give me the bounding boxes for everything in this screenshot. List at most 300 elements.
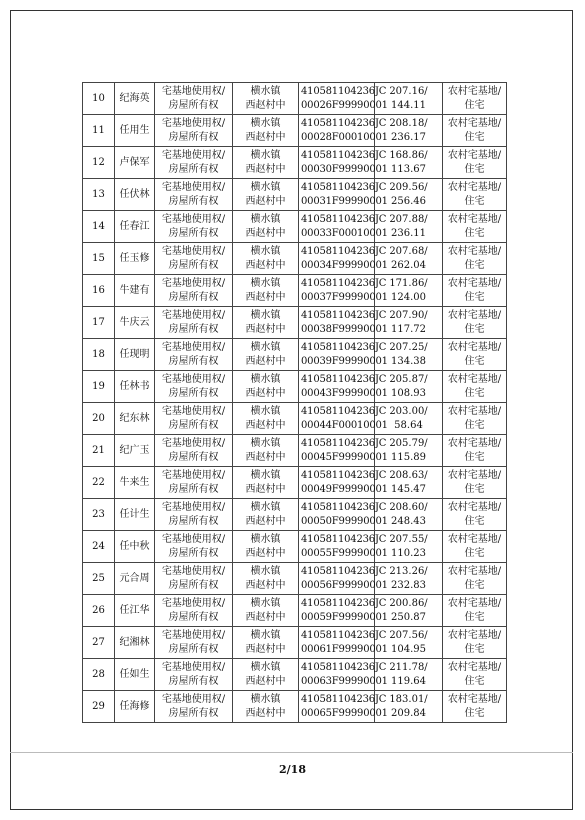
cell-location-text: 横水镇 bbox=[250, 85, 281, 97]
cell-parcel-code bbox=[299, 467, 388, 499]
cell-usage-text: 住宅 bbox=[464, 131, 485, 143]
cell-parcel-code-text: 410581104236JC bbox=[301, 85, 387, 97]
cell-location-text: 西赵村中 bbox=[245, 259, 286, 271]
cell-parcel-code-text: 410581104236JC bbox=[301, 405, 387, 417]
table-row bbox=[83, 435, 507, 467]
cell-area-text: 207.88/ bbox=[389, 213, 428, 225]
cell-area-text: 104.95 bbox=[391, 643, 426, 655]
cell-location-text: 横水镇 bbox=[250, 373, 281, 385]
cell-right-type-text: 宅基地使用权/ bbox=[161, 309, 226, 321]
cell-right-type bbox=[155, 115, 233, 147]
cell-usage-text: 农村宅基地/ bbox=[447, 693, 502, 705]
cell-parcel-code-text: 00043F99990001 bbox=[301, 387, 388, 399]
cell-parcel-code-text: 410581104236JC bbox=[301, 149, 387, 161]
cell-owner-name-text: 卢保军 bbox=[119, 156, 150, 168]
cell-parcel-code-text: 410581104236JC bbox=[301, 533, 387, 545]
cell-owner-name bbox=[115, 403, 155, 435]
cell-right-type-text: 房屋所有权 bbox=[168, 675, 219, 687]
table-row bbox=[83, 403, 507, 435]
cell-usage-text: 住宅 bbox=[464, 643, 485, 655]
cell-right-type-text: 房屋所有权 bbox=[168, 483, 219, 495]
cell-location bbox=[233, 499, 299, 531]
cell-right-type-text: 宅基地使用权/ bbox=[161, 85, 226, 97]
cell-parcel-code-text: 410581104236JC bbox=[301, 213, 387, 225]
registry-table bbox=[82, 82, 507, 723]
cell-parcel-code bbox=[299, 179, 388, 211]
cell-usage-text: 住宅 bbox=[464, 579, 485, 591]
cell-parcel-code-text: 00026F99990001 bbox=[301, 99, 388, 111]
cell-owner-name-text: 牛庆云 bbox=[119, 316, 150, 328]
cell-parcel-code bbox=[299, 83, 388, 115]
cell-index-text: 23 bbox=[92, 508, 105, 520]
cell-usage-text: 农村宅基地/ bbox=[447, 565, 502, 577]
cell-index-text: 20 bbox=[92, 412, 105, 424]
cell-area-text: 207.90/ bbox=[389, 309, 428, 321]
cell-right-type bbox=[155, 627, 233, 659]
cell-parcel-code bbox=[299, 339, 388, 371]
cell-owner-name-text: 任江华 bbox=[119, 604, 150, 616]
cell-location-text: 西赵村中 bbox=[245, 547, 286, 559]
cell-location bbox=[233, 211, 299, 243]
cell-right-type bbox=[155, 307, 233, 339]
cell-parcel-code bbox=[299, 371, 388, 403]
cell-parcel-code bbox=[299, 659, 388, 691]
cell-owner-name-text: 任计生 bbox=[119, 508, 150, 520]
cell-location-text: 西赵村中 bbox=[245, 195, 286, 207]
table-row bbox=[83, 243, 507, 275]
cell-usage-text: 住宅 bbox=[464, 387, 485, 399]
table-row bbox=[83, 339, 507, 371]
table-row bbox=[83, 531, 507, 563]
cell-area-text: 207.68/ bbox=[389, 245, 428, 257]
cell-area-text: 262.04 bbox=[391, 259, 426, 271]
cell-area-text: 205.79/ bbox=[389, 437, 428, 449]
cell-right-type-text: 房屋所有权 bbox=[168, 579, 219, 591]
cell-location-text: 横水镇 bbox=[250, 693, 281, 705]
cell-parcel-code bbox=[299, 275, 388, 307]
cell-usage-text: 住宅 bbox=[464, 163, 485, 175]
cell-right-type bbox=[155, 467, 233, 499]
cell-right-type bbox=[155, 211, 233, 243]
table-row bbox=[83, 595, 507, 627]
cell-location-text: 横水镇 bbox=[250, 309, 281, 321]
cell-owner-name-text: 纪海英 bbox=[119, 92, 150, 104]
cell-right-type-text: 房屋所有权 bbox=[168, 131, 219, 143]
cell-index-text: 24 bbox=[92, 540, 105, 552]
cell-usage bbox=[443, 339, 507, 371]
table-row bbox=[83, 115, 507, 147]
cell-usage-text: 住宅 bbox=[464, 547, 485, 559]
cell-index bbox=[83, 659, 115, 691]
cell-area-text: 108.93 bbox=[391, 387, 426, 399]
cell-index-text: 21 bbox=[92, 444, 105, 456]
table-body bbox=[83, 83, 507, 723]
cell-usage-text: 农村宅基地/ bbox=[447, 373, 502, 385]
cell-usage-text: 农村宅基地/ bbox=[447, 469, 502, 481]
cell-location-text: 横水镇 bbox=[250, 501, 281, 513]
cell-parcel-code-text: 410581104236JC bbox=[301, 469, 387, 481]
cell-area-text: 207.25/ bbox=[389, 341, 428, 353]
cell-usage-text: 住宅 bbox=[464, 291, 485, 303]
cell-right-type-text: 宅基地使用权/ bbox=[161, 693, 226, 705]
cell-location-text: 横水镇 bbox=[250, 597, 281, 609]
page-number: 2/18 bbox=[279, 763, 306, 776]
cell-area-text: 208.60/ bbox=[389, 501, 428, 513]
cell-index bbox=[83, 307, 115, 339]
cell-usage-text: 住宅 bbox=[464, 611, 485, 623]
cell-parcel-code-text: 00055F99990001 bbox=[301, 547, 388, 559]
cell-location-text: 横水镇 bbox=[250, 405, 281, 417]
cell-area-text: 110.23 bbox=[391, 547, 426, 559]
cell-parcel-code-text: 00030F99990001 bbox=[301, 163, 388, 175]
cell-usage-text: 农村宅基地/ bbox=[447, 341, 502, 353]
cell-usage-text: 农村宅基地/ bbox=[447, 629, 502, 641]
cell-parcel-code-text: 00056F99990001 bbox=[301, 579, 388, 591]
table-row bbox=[83, 659, 507, 691]
cell-parcel-code bbox=[299, 595, 388, 627]
cell-usage bbox=[443, 691, 507, 723]
cell-index bbox=[83, 563, 115, 595]
cell-location bbox=[233, 467, 299, 499]
cell-owner-name-text: 任伏林 bbox=[119, 188, 150, 200]
cell-usage bbox=[443, 531, 507, 563]
cell-index bbox=[83, 83, 115, 115]
cell-owner-name bbox=[115, 595, 155, 627]
cell-location-text: 横水镇 bbox=[250, 149, 281, 161]
cell-usage-text: 农村宅基地/ bbox=[447, 181, 502, 193]
cell-usage-text: 住宅 bbox=[464, 675, 485, 687]
cell-index bbox=[83, 403, 115, 435]
cell-index-text: 14 bbox=[92, 220, 105, 232]
cell-area-text: 236.11 bbox=[391, 227, 426, 239]
cell-owner-name bbox=[115, 563, 155, 595]
cell-right-type-text: 宅基地使用权/ bbox=[161, 117, 226, 129]
cell-area-text: 207.56/ bbox=[389, 629, 428, 641]
cell-owner-name-text: 任春江 bbox=[119, 220, 150, 232]
cell-index-text: 18 bbox=[92, 348, 105, 360]
cell-area-text: 207.16/ bbox=[389, 85, 428, 97]
cell-area-text: 209.84 bbox=[391, 707, 426, 719]
cell-location bbox=[233, 115, 299, 147]
cell-usage-text: 住宅 bbox=[464, 323, 485, 335]
cell-index-text: 11 bbox=[92, 124, 105, 136]
cell-right-type-text: 房屋所有权 bbox=[168, 515, 219, 527]
cell-usage-text: 住宅 bbox=[464, 99, 485, 111]
cell-area-text: 134.38 bbox=[391, 355, 426, 367]
cell-usage-text: 住宅 bbox=[464, 227, 485, 239]
cell-area-text: 115.89 bbox=[391, 451, 426, 463]
cell-location-text: 横水镇 bbox=[250, 437, 281, 449]
cell-parcel-code-text: 00065F99990001 bbox=[301, 707, 388, 719]
table-row bbox=[83, 179, 507, 211]
cell-owner-name bbox=[115, 275, 155, 307]
cell-usage bbox=[443, 403, 507, 435]
cell-index-text: 28 bbox=[92, 668, 105, 680]
cell-location bbox=[233, 595, 299, 627]
cell-right-type-text: 宅基地使用权/ bbox=[161, 533, 226, 545]
cell-usage bbox=[443, 179, 507, 211]
cell-location-text: 西赵村中 bbox=[245, 355, 286, 367]
cell-index-text: 27 bbox=[92, 636, 105, 648]
cell-right-type-text: 宅基地使用权/ bbox=[161, 437, 226, 449]
cell-location-text: 西赵村中 bbox=[245, 675, 286, 687]
cell-parcel-code-text: 410581104236JC bbox=[301, 277, 387, 289]
cell-usage-text: 住宅 bbox=[464, 483, 485, 495]
cell-area-text: 213.26/ bbox=[389, 565, 428, 577]
cell-index bbox=[83, 435, 115, 467]
table-row bbox=[83, 691, 507, 723]
cell-owner-name-text: 纪湘林 bbox=[119, 636, 150, 648]
cell-usage bbox=[443, 627, 507, 659]
cell-owner-name bbox=[115, 627, 155, 659]
cell-parcel-code-text: 410581104236JC bbox=[301, 341, 387, 353]
cell-index-text: 10 bbox=[92, 92, 105, 104]
cell-right-type-text: 房屋所有权 bbox=[168, 291, 219, 303]
cell-parcel-code-text: 410581104236JC bbox=[301, 309, 387, 321]
cell-parcel-code bbox=[299, 627, 388, 659]
cell-parcel-code-text: 00034F99990001 bbox=[301, 259, 388, 271]
cell-location-text: 西赵村中 bbox=[245, 99, 286, 111]
cell-usage-text: 农村宅基地/ bbox=[447, 437, 502, 449]
table-row bbox=[83, 563, 507, 595]
cell-owner-name-text: 任用生 bbox=[119, 124, 150, 136]
cell-index bbox=[83, 339, 115, 371]
cell-parcel-code-text: 00045F99990001 bbox=[301, 451, 388, 463]
cell-parcel-code-text: 410581104236JC bbox=[301, 373, 387, 385]
cell-area-text: 209.56/ bbox=[389, 181, 428, 193]
cell-right-type bbox=[155, 531, 233, 563]
cell-right-type bbox=[155, 339, 233, 371]
cell-index bbox=[83, 499, 115, 531]
cell-location-text: 西赵村中 bbox=[245, 291, 286, 303]
cell-right-type-text: 宅基地使用权/ bbox=[161, 213, 226, 225]
cell-right-type bbox=[155, 275, 233, 307]
cell-owner-name bbox=[115, 659, 155, 691]
cell-right-type bbox=[155, 403, 233, 435]
table-row bbox=[83, 307, 507, 339]
table-row bbox=[83, 211, 507, 243]
cell-owner-name bbox=[115, 339, 155, 371]
cell-right-type-text: 房屋所有权 bbox=[168, 451, 219, 463]
cell-usage bbox=[443, 307, 507, 339]
cell-parcel-code-text: 00033F00010001 bbox=[301, 227, 388, 239]
cell-usage bbox=[443, 595, 507, 627]
cell-owner-name bbox=[115, 691, 155, 723]
cell-owner-name bbox=[115, 371, 155, 403]
cell-right-type-text: 房屋所有权 bbox=[168, 163, 219, 175]
cell-area-text: 113.67 bbox=[391, 163, 426, 175]
cell-index bbox=[83, 115, 115, 147]
cell-parcel-code-text: 410581104236JC bbox=[301, 629, 387, 641]
cell-usage bbox=[443, 243, 507, 275]
cell-index bbox=[83, 179, 115, 211]
cell-right-type-text: 宅基地使用权/ bbox=[161, 277, 226, 289]
cell-right-type-text: 房屋所有权 bbox=[168, 387, 219, 399]
cell-location-text: 西赵村中 bbox=[245, 707, 286, 719]
cell-parcel-code-text: 00039F99990001 bbox=[301, 355, 388, 367]
cell-right-type-text: 宅基地使用权/ bbox=[161, 405, 226, 417]
cell-owner-name bbox=[115, 243, 155, 275]
cell-right-type-text: 房屋所有权 bbox=[168, 547, 219, 559]
cell-right-type-text: 房屋所有权 bbox=[168, 643, 219, 655]
cell-usage bbox=[443, 211, 507, 243]
cell-location-text: 横水镇 bbox=[250, 661, 281, 673]
cell-usage-text: 农村宅基地/ bbox=[447, 149, 502, 161]
cell-usage bbox=[443, 115, 507, 147]
cell-usage-text: 农村宅基地/ bbox=[447, 533, 502, 545]
cell-location-text: 西赵村中 bbox=[245, 611, 286, 623]
cell-area-text: 250.87 bbox=[391, 611, 426, 623]
cell-location bbox=[233, 659, 299, 691]
cell-usage bbox=[443, 563, 507, 595]
cell-right-type-text: 宅基地使用权/ bbox=[161, 341, 226, 353]
cell-location bbox=[233, 627, 299, 659]
cell-location bbox=[233, 83, 299, 115]
cell-usage bbox=[443, 435, 507, 467]
cell-parcel-code-text: 410581104236JC bbox=[301, 181, 387, 193]
cell-parcel-code-text: 00049F99990001 bbox=[301, 483, 388, 495]
cell-area-text: 145.47 bbox=[391, 483, 426, 495]
cell-location-text: 横水镇 bbox=[250, 629, 281, 641]
cell-location bbox=[233, 435, 299, 467]
cell-owner-name-text: 任林书 bbox=[119, 380, 150, 392]
cell-right-type bbox=[155, 147, 233, 179]
cell-index bbox=[83, 211, 115, 243]
cell-location-text: 西赵村中 bbox=[245, 131, 286, 143]
cell-parcel-code-text: 410581104236JC bbox=[301, 117, 387, 129]
cell-right-type-text: 宅基地使用权/ bbox=[161, 373, 226, 385]
cell-location bbox=[233, 563, 299, 595]
cell-index bbox=[83, 595, 115, 627]
cell-parcel-code bbox=[299, 211, 388, 243]
cell-parcel-code-text: 00031F99990001 bbox=[301, 195, 388, 207]
cell-owner-name-text: 任中秋 bbox=[119, 540, 150, 552]
cell-parcel-code-text: 00063F99990001 bbox=[301, 675, 388, 687]
cell-usage-text: 农村宅基地/ bbox=[447, 661, 502, 673]
cell-location-text: 横水镇 bbox=[250, 277, 281, 289]
cell-location-text: 西赵村中 bbox=[245, 451, 286, 463]
cell-usage-text: 住宅 bbox=[464, 259, 485, 271]
cell-index bbox=[83, 467, 115, 499]
cell-area-text: 117.72 bbox=[391, 323, 426, 335]
cell-parcel-code-text: 410581104236JC bbox=[301, 597, 387, 609]
cell-location-text: 横水镇 bbox=[250, 565, 281, 577]
cell-parcel-code-text: 00044F00010001 bbox=[301, 419, 388, 431]
cell-location-text: 西赵村中 bbox=[245, 163, 286, 175]
cell-area-text: 236.17 bbox=[391, 131, 426, 143]
cell-parcel-code bbox=[299, 435, 388, 467]
cell-location bbox=[233, 243, 299, 275]
footer-divider bbox=[10, 752, 573, 753]
cell-location-text: 横水镇 bbox=[250, 245, 281, 257]
cell-index-text: 15 bbox=[92, 252, 105, 264]
table-row bbox=[83, 275, 507, 307]
cell-parcel-code-text: 410581104236JC bbox=[301, 565, 387, 577]
cell-usage-text: 住宅 bbox=[464, 355, 485, 367]
cell-area-text: 205.87/ bbox=[389, 373, 428, 385]
cell-location bbox=[233, 275, 299, 307]
cell-right-type-text: 房屋所有权 bbox=[168, 195, 219, 207]
cell-index-text: 29 bbox=[92, 700, 105, 712]
cell-owner-name-text: 任玉修 bbox=[119, 252, 150, 264]
cell-index bbox=[83, 691, 115, 723]
cell-right-type bbox=[155, 563, 233, 595]
cell-usage-text: 住宅 bbox=[464, 515, 485, 527]
table-row bbox=[83, 467, 507, 499]
cell-right-type-text: 宅基地使用权/ bbox=[161, 245, 226, 257]
cell-owner-name bbox=[115, 307, 155, 339]
cell-index bbox=[83, 147, 115, 179]
cell-right-type-text: 房屋所有权 bbox=[168, 611, 219, 623]
cell-area-text: 183.01/ bbox=[389, 693, 428, 705]
cell-area-text: 211.78/ bbox=[389, 661, 428, 673]
cell-location bbox=[233, 147, 299, 179]
cell-area-text: 168.86/ bbox=[389, 149, 428, 161]
cell-usage bbox=[443, 659, 507, 691]
cell-owner-name-text: 纪广玉 bbox=[119, 444, 150, 456]
cell-area-text: 208.18/ bbox=[389, 117, 428, 129]
cell-usage-text: 农村宅基地/ bbox=[447, 213, 502, 225]
cell-owner-name-text: 任如生 bbox=[119, 668, 150, 680]
cell-owner-name-text: 元合周 bbox=[119, 572, 150, 584]
cell-area-text: 248.43 bbox=[391, 515, 426, 527]
table-row bbox=[83, 627, 507, 659]
cell-right-type-text: 宅基地使用权/ bbox=[161, 469, 226, 481]
cell-location-text: 西赵村中 bbox=[245, 323, 286, 335]
cell-parcel-code-text: 410581104236JC bbox=[301, 501, 387, 513]
cell-parcel-code-text: 00038F99990001 bbox=[301, 323, 388, 335]
cell-area-text: 124.00 bbox=[391, 291, 426, 303]
cell-location-text: 横水镇 bbox=[250, 181, 281, 193]
cell-owner-name bbox=[115, 211, 155, 243]
cell-area-text: 208.63/ bbox=[389, 469, 428, 481]
cell-usage-text: 住宅 bbox=[464, 419, 485, 431]
cell-area-text: 256.46 bbox=[391, 195, 426, 207]
cell-area-text: 200.86/ bbox=[389, 597, 428, 609]
cell-owner-name-text: 任海修 bbox=[119, 700, 150, 712]
table-row bbox=[83, 83, 507, 115]
cell-usage bbox=[443, 371, 507, 403]
cell-usage bbox=[443, 467, 507, 499]
cell-owner-name-text: 任现明 bbox=[119, 348, 150, 360]
cell-location-text: 横水镇 bbox=[250, 117, 281, 129]
cell-owner-name bbox=[115, 83, 155, 115]
cell-owner-name-text: 牛来生 bbox=[119, 476, 150, 488]
cell-usage-text: 农村宅基地/ bbox=[447, 117, 502, 129]
cell-right-type-text: 宅基地使用权/ bbox=[161, 597, 226, 609]
cell-usage-text: 农村宅基地/ bbox=[447, 85, 502, 97]
cell-right-type-text: 房屋所有权 bbox=[168, 99, 219, 111]
cell-location bbox=[233, 371, 299, 403]
cell-area-text: 203.00/ bbox=[389, 405, 428, 417]
cell-right-type bbox=[155, 659, 233, 691]
cell-usage-text: 农村宅基地/ bbox=[447, 309, 502, 321]
cell-right-type-text: 房屋所有权 bbox=[168, 323, 219, 335]
cell-location bbox=[233, 339, 299, 371]
cell-index-text: 17 bbox=[92, 316, 105, 328]
cell-parcel-code bbox=[299, 147, 388, 179]
cell-owner-name bbox=[115, 435, 155, 467]
cell-parcel-code bbox=[299, 563, 388, 595]
cell-index-text: 25 bbox=[92, 572, 105, 584]
cell-location-text: 西赵村中 bbox=[245, 483, 286, 495]
cell-parcel-code bbox=[299, 307, 388, 339]
cell-right-type-text: 宅基地使用权/ bbox=[161, 661, 226, 673]
cell-usage-text: 农村宅基地/ bbox=[447, 597, 502, 609]
cell-right-type-text: 宅基地使用权/ bbox=[161, 565, 226, 577]
cell-index bbox=[83, 275, 115, 307]
cell-right-type bbox=[155, 243, 233, 275]
